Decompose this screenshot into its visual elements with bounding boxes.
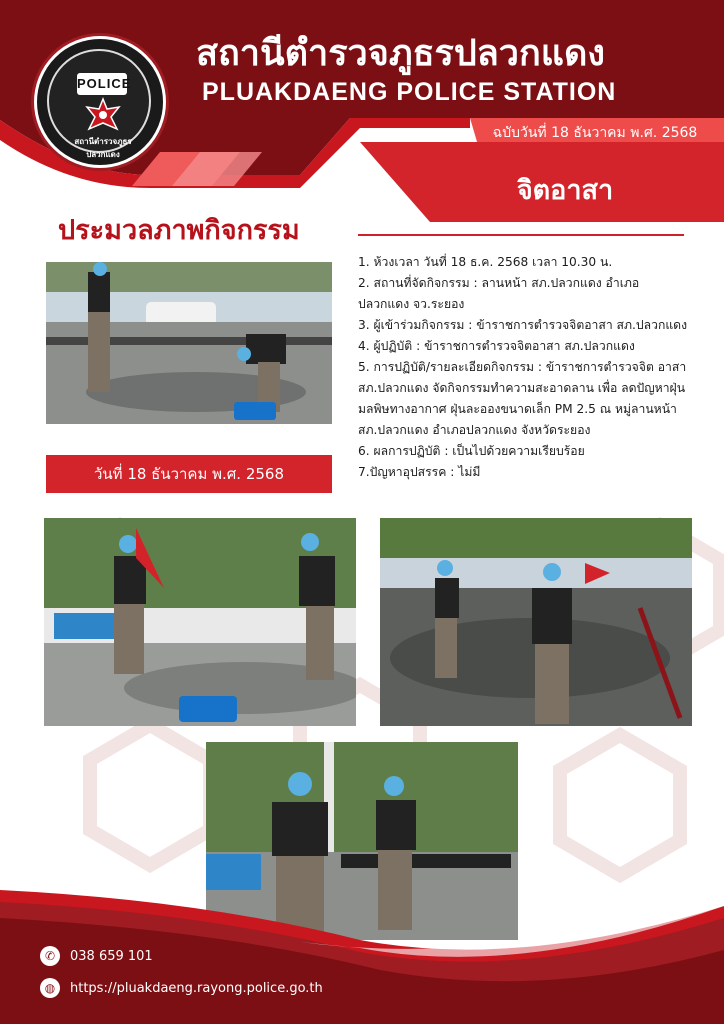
phone-number: 038 659 101 — [70, 948, 153, 964]
section-title: ประมวลภาพกิจกรรม — [58, 215, 300, 246]
activity-photo-2 — [44, 518, 356, 726]
detail-item: 4. ผู้ปฏิบัติ : ข้าราชการตำรวจจิตอาสา สภ.ปลวกแดง — [358, 339, 635, 353]
detail-item: 2. สถานที่จัดกิจกรรม : ลานหน้า สภ.ปลวกแดง อำเภอ ปลวกแดง จว.ระยอง — [358, 276, 640, 311]
activity-details — [358, 252, 688, 483]
station-title-english: PLUAKDAENG POLICE STATION — [202, 78, 617, 106]
footer-background — [0, 860, 724, 1024]
activity-photo-3 — [380, 518, 692, 726]
phone-icon: ✆ — [40, 946, 60, 966]
police-logo — [34, 36, 166, 168]
logo-ring-text: สถานีตำรวจภูธรปลวกแดง — [74, 137, 132, 159]
detail-item: 7.ปัญหาอุปสรรค : ไม่มี — [358, 465, 481, 479]
detail-item: 6. ผลการปฏิบัติ : เป็นไปด้วยความเรียบร้อย — [358, 444, 585, 458]
detail-item: 1. ห้วงเวลา วันที่ 18 ธ.ค. 2568 เวลา 10.30 น. — [358, 255, 613, 269]
photo-date-banner: วันที่ 18 ธันวาคม พ.ศ. 2568 — [46, 455, 332, 493]
section-divider — [358, 234, 684, 236]
station-title-thai: สถานีตำรวจภูธรปลวกแดง — [196, 33, 605, 74]
volunteer-label: จิตอาสา — [516, 175, 614, 206]
detail-item: 5. การปฏิบัติ/รายละเอียดกิจกรรม : ข้าราชการตำรวจจิต อาสา สภ.ปลวกแดง จัดกิจกรรมทำความสะอาดลาน เพื่อ ลดปัญหาฝุ่น มลพิษทางอากาศ ฝุ่นละอองขนาดเล็ก PM 2.5 ณ หมู่ลานหน้า สภ.ปลวกแดง อำเภอปลวกแดง จังหวัดระยอง — [358, 360, 687, 437]
activity-photo-1 — [46, 262, 332, 424]
contact-website[interactable] — [40, 978, 323, 998]
detail-item: 3. ผู้เข้าร่วมกิจกรรม : ข้าราชการตำรวจจิตอาสา สภ.ปลวกแดง — [358, 318, 688, 332]
logo-inner-ring — [47, 49, 151, 159]
logo-badge: POLICE — [77, 73, 127, 95]
contact-phone[interactable] — [40, 946, 153, 966]
issue-date: ฉบับวันที่ 18 ธันวาคม พ.ศ. 2568 — [492, 125, 698, 141]
website-url: https://pluakdaeng.rayong.police.go.th — [70, 980, 323, 996]
globe-icon: ◍ — [40, 978, 60, 998]
